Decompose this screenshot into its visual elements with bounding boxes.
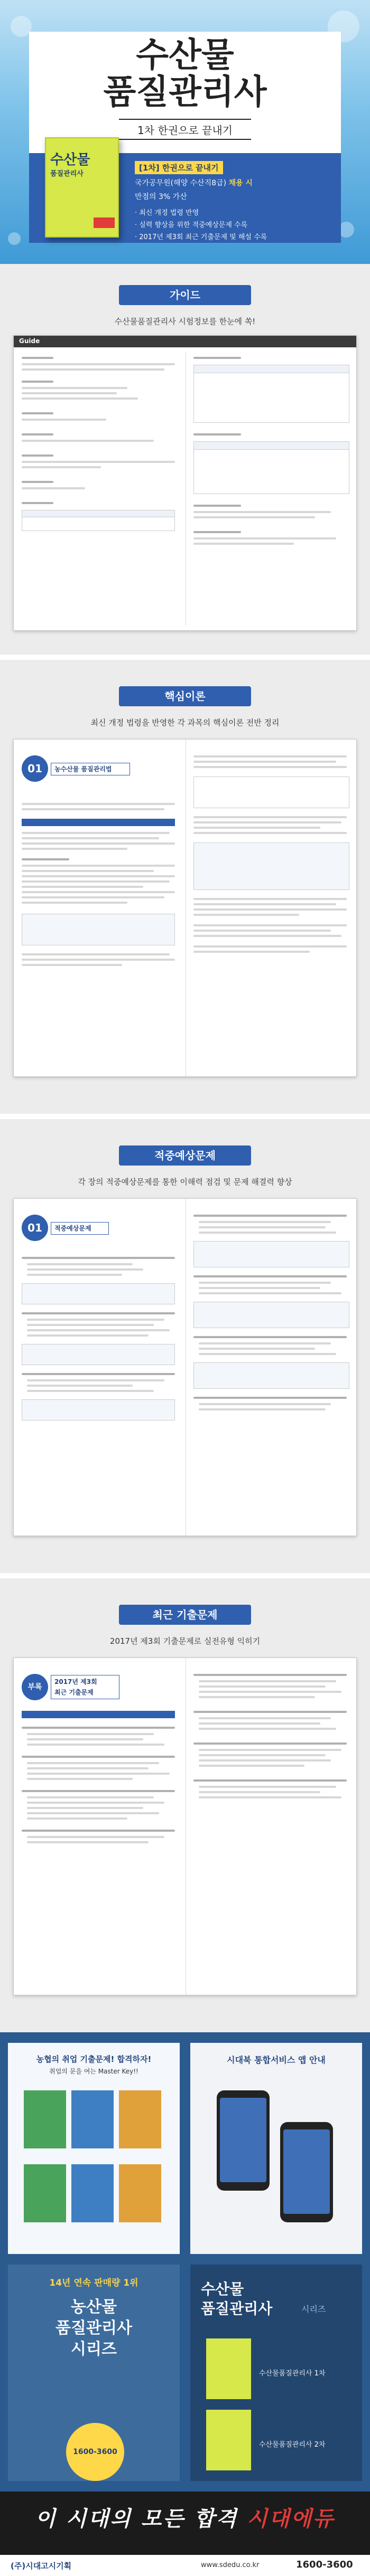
hero-subtitle: 1차 한권으로 끝내기 bbox=[119, 119, 251, 140]
guide-subtitle: 수산물품질관리사 시험정보를 한눈에 쏙! bbox=[114, 317, 256, 326]
text-line bbox=[193, 832, 347, 834]
hero-tag: [1차] 한권으로 끝내기 bbox=[135, 161, 223, 174]
ad-nonghyup[interactable] bbox=[8, 2043, 180, 2254]
hero-bullets bbox=[135, 207, 330, 241]
answer-box bbox=[193, 1362, 349, 1389]
text-line bbox=[22, 964, 122, 966]
book-cover bbox=[24, 2090, 66, 2148]
text-line bbox=[22, 902, 127, 904]
text-line bbox=[193, 930, 331, 932]
text-line bbox=[22, 502, 53, 504]
book-cover bbox=[206, 2410, 251, 2470]
text-line bbox=[193, 516, 315, 518]
ad-fishery-series[interactable] bbox=[190, 2265, 362, 2481]
book-cover bbox=[119, 2164, 161, 2222]
option-line bbox=[199, 1749, 341, 1751]
book-subtitle: 품질관리사 bbox=[50, 170, 84, 178]
question-line bbox=[193, 1215, 347, 1217]
option-line bbox=[27, 1263, 133, 1265]
core-subtitle: 최신 개정 법령을 반영한 각 과목의 핵심이론 전반 정리 bbox=[90, 718, 280, 727]
text-line bbox=[22, 466, 101, 468]
question-line bbox=[22, 1756, 175, 1758]
book-cover bbox=[45, 137, 119, 238]
text-line bbox=[193, 945, 347, 948]
book-cover bbox=[24, 2164, 66, 2222]
book-cover bbox=[206, 2338, 251, 2399]
option-line bbox=[199, 1403, 331, 1405]
question-line bbox=[22, 1373, 175, 1375]
core-ribbon: 핵심이론 bbox=[119, 686, 251, 706]
option-line bbox=[199, 1342, 331, 1344]
chapter-number: 01 bbox=[22, 1215, 48, 1241]
hero-info-suffix: 채용 시 bbox=[228, 179, 253, 187]
question-line bbox=[193, 1275, 347, 1277]
option-line bbox=[199, 1717, 331, 1719]
text-line bbox=[22, 487, 85, 489]
text-line bbox=[193, 951, 310, 953]
option-line bbox=[199, 1348, 315, 1350]
guide-page-preview bbox=[13, 335, 357, 631]
slogan-main: 이 시대의 모든 합격 bbox=[35, 2506, 247, 2531]
option-line bbox=[27, 1379, 164, 1381]
ad1-title: 농협의 취업 기출문제! 합격하자! bbox=[36, 2054, 152, 2064]
text-line bbox=[193, 766, 347, 768]
question-line bbox=[193, 1397, 347, 1399]
note-box bbox=[193, 842, 349, 890]
footer-bar bbox=[0, 2555, 370, 2576]
option-line bbox=[199, 1759, 331, 1761]
book-cover bbox=[71, 2164, 114, 2222]
publisher-name: (주)시대고시기획 bbox=[11, 2561, 72, 2571]
option-line bbox=[199, 1728, 336, 1730]
answer-box bbox=[193, 1241, 349, 1267]
text-line bbox=[22, 875, 175, 877]
option-line bbox=[27, 1773, 170, 1775]
option-line bbox=[199, 1685, 326, 1688]
book-badge bbox=[94, 217, 115, 228]
option-line bbox=[199, 1791, 320, 1793]
text-line bbox=[22, 381, 53, 383]
hero-bullet: · 최신 개정 법령 반영 bbox=[135, 209, 199, 217]
hero-title-line2: 품질관리사 bbox=[103, 73, 267, 112]
chapter-title bbox=[51, 1675, 119, 1699]
ad4-line1: 수산물 bbox=[201, 2280, 244, 2298]
text-line bbox=[193, 755, 347, 757]
phone-number: 1600-3600 bbox=[296, 2559, 353, 2570]
table-header bbox=[22, 510, 175, 517]
ad1-subtitle: 취업의 문을 여는 Master Key!! bbox=[49, 2068, 138, 2075]
text-line bbox=[22, 880, 170, 883]
text-line bbox=[193, 935, 341, 937]
option-line bbox=[199, 1232, 336, 1234]
text-line bbox=[22, 842, 175, 845]
text-line bbox=[193, 816, 347, 818]
table-header bbox=[193, 441, 349, 450]
text-line bbox=[193, 827, 320, 829]
option-line bbox=[199, 1691, 341, 1693]
text-line bbox=[22, 454, 53, 457]
text-line bbox=[193, 908, 347, 911]
text-line bbox=[193, 924, 347, 926]
ad4-line2: 품질관리사 bbox=[201, 2300, 273, 2317]
option-line bbox=[199, 1287, 320, 1289]
guide-page-header-label: Guide bbox=[19, 337, 40, 345]
phone-screen bbox=[220, 2098, 266, 2182]
note-box bbox=[22, 914, 175, 945]
text-line bbox=[22, 357, 53, 359]
text-line bbox=[22, 419, 106, 421]
question-line bbox=[22, 1312, 175, 1314]
hero-info-prefix: 국가공무원(해양 수산직8급) bbox=[135, 179, 229, 187]
note-box bbox=[193, 776, 349, 808]
text-line bbox=[193, 761, 336, 763]
option-line bbox=[27, 1817, 127, 1820]
option-line bbox=[199, 1786, 336, 1788]
exam-page-preview bbox=[13, 1658, 357, 1995]
hero-bullet: · 2017년 제3회 최근 기출문제 및 해설 수록 bbox=[135, 233, 267, 241]
book-cover bbox=[119, 2090, 161, 2148]
option-line bbox=[27, 1767, 149, 1769]
option-line bbox=[199, 1221, 331, 1223]
question-line bbox=[22, 1790, 175, 1792]
text-line bbox=[22, 368, 164, 371]
text-line bbox=[193, 543, 294, 545]
option-line bbox=[199, 1754, 326, 1756]
core-section bbox=[0, 655, 370, 1114]
book-cover bbox=[71, 2090, 114, 2148]
phone-mockup bbox=[280, 2122, 333, 2222]
text-line bbox=[22, 886, 143, 888]
chapter-number: 부록 bbox=[22, 1674, 48, 1700]
question-line bbox=[22, 1830, 175, 1832]
option-line bbox=[27, 1274, 122, 1276]
option-line bbox=[27, 1738, 143, 1740]
chapter-title: 적중예상문제 bbox=[51, 1222, 109, 1235]
text-line bbox=[22, 832, 170, 834]
answer-box bbox=[22, 1399, 175, 1420]
phone-screen bbox=[283, 2129, 330, 2214]
option-line bbox=[27, 1733, 154, 1735]
text-line bbox=[22, 481, 53, 483]
text-line bbox=[193, 537, 336, 539]
text-line bbox=[193, 505, 241, 507]
text-line bbox=[22, 959, 175, 961]
core-page-preview bbox=[13, 739, 357, 1077]
ad3-phone-badge: 1600-3600 bbox=[66, 2423, 124, 2481]
option-line bbox=[27, 1841, 149, 1843]
phone-mockup bbox=[217, 2090, 270, 2191]
ad2-title: 시대북 통합서비스 앱 안내 bbox=[227, 2055, 326, 2065]
option-line bbox=[199, 1796, 341, 1798]
ad3-line3: 품질관리사 bbox=[56, 2319, 132, 2337]
option-line bbox=[27, 1836, 164, 1838]
ad3-line4: 시리즈 bbox=[71, 2340, 117, 2359]
text-line bbox=[193, 898, 347, 900]
hero-info-line1 bbox=[135, 177, 330, 188]
exam-subtitle: 2017년 제3회 기출문제로 실전유형 익히기 bbox=[109, 1636, 261, 1646]
option-line bbox=[199, 1765, 304, 1767]
text-line bbox=[22, 953, 170, 955]
option-line bbox=[199, 1696, 315, 1698]
question-line bbox=[193, 1779, 347, 1782]
guide-page-header bbox=[14, 336, 357, 347]
option-line bbox=[199, 1353, 336, 1355]
section-bar bbox=[22, 1711, 175, 1718]
text-line bbox=[193, 433, 241, 435]
option-line bbox=[199, 1680, 336, 1682]
option-line bbox=[27, 1807, 143, 1809]
chapter-title-line2: 최근 기출문제 bbox=[54, 1689, 94, 1696]
text-line bbox=[22, 412, 53, 414]
question-line bbox=[193, 1711, 347, 1713]
answer-box bbox=[193, 1302, 349, 1328]
ad-agri-series[interactable] bbox=[8, 2265, 180, 2481]
text-line bbox=[193, 903, 336, 905]
section-gap bbox=[0, 655, 370, 660]
hero-info-line2: 만점의 3% 가산 bbox=[135, 193, 187, 201]
slogan-brand: 시대에듀 bbox=[247, 2506, 335, 2531]
book-title: 수산물 bbox=[50, 152, 90, 168]
option-line bbox=[27, 1796, 154, 1798]
answer-box bbox=[22, 1283, 175, 1304]
text-line bbox=[22, 392, 117, 394]
hero-info bbox=[135, 161, 330, 241]
option-line bbox=[199, 1408, 326, 1410]
question-line bbox=[193, 1742, 347, 1745]
text-line bbox=[22, 387, 127, 389]
option-line bbox=[27, 1319, 164, 1321]
answer-box bbox=[22, 1344, 175, 1365]
ad3-line1: 14년 연속 판매량 1위 bbox=[49, 2278, 138, 2288]
chapter-number: 01 bbox=[22, 755, 48, 782]
text-line bbox=[22, 461, 175, 463]
option-line bbox=[199, 1292, 341, 1294]
hero-title bbox=[29, 37, 341, 111]
text-line bbox=[22, 891, 175, 893]
footer bbox=[0, 2492, 370, 2576]
table-block bbox=[193, 365, 349, 423]
text-line bbox=[193, 821, 341, 823]
text-line bbox=[22, 865, 175, 867]
option-line bbox=[27, 1390, 154, 1392]
text-line bbox=[22, 363, 175, 365]
section-gap bbox=[0, 1114, 370, 1119]
footer-slogan bbox=[0, 2502, 370, 2532]
text-line bbox=[22, 870, 154, 872]
chapter-title-line1: 2017년 제3회 bbox=[54, 1678, 97, 1685]
section-gap bbox=[0, 1573, 370, 1578]
text-line bbox=[22, 837, 159, 839]
text-line bbox=[22, 808, 164, 810]
guide-section bbox=[0, 264, 370, 655]
option-line bbox=[27, 1268, 143, 1271]
ad4-line3: 시리즈 bbox=[301, 2304, 326, 2314]
text-line bbox=[22, 433, 53, 435]
question-line bbox=[22, 1727, 175, 1729]
hero-card bbox=[29, 32, 341, 243]
option-line bbox=[27, 1802, 164, 1804]
ad3-line2: 농산물 bbox=[71, 2298, 117, 2316]
bubble bbox=[11, 16, 32, 37]
text-line bbox=[22, 397, 138, 400]
option-line bbox=[27, 1324, 154, 1326]
bubble bbox=[8, 232, 21, 245]
text-line bbox=[22, 858, 69, 860]
guide-ribbon: 가이드 bbox=[119, 285, 251, 305]
option-line bbox=[199, 1722, 320, 1725]
text-line bbox=[22, 440, 154, 442]
ads-section bbox=[0, 2032, 370, 2492]
option-line bbox=[199, 1226, 326, 1228]
question-line bbox=[22, 1257, 175, 1259]
option-line bbox=[27, 1744, 164, 1746]
option-line bbox=[27, 1334, 149, 1337]
text-line bbox=[193, 914, 299, 916]
exam-section bbox=[0, 1573, 370, 2032]
hero-bullet: · 실력 향상을 위한 적중예상문제 수록 bbox=[135, 221, 248, 229]
exam-ribbon: 최근 기출문제 bbox=[119, 1605, 251, 1625]
chapter-title: 농수산물 품질관리법 bbox=[51, 763, 130, 775]
option-line bbox=[199, 1282, 331, 1284]
option-line bbox=[27, 1778, 133, 1780]
site-link[interactable]: www.sdedu.co.kr bbox=[201, 2561, 260, 2569]
practice-ribbon: 적중예상문제 bbox=[119, 1145, 251, 1166]
ad4-item1: 수산물품질관리사 1차 bbox=[259, 2370, 326, 2378]
practice-subtitle: 각 장의 적중예상문제를 통한 이해력 점검 및 문제 해결력 향상 bbox=[78, 1177, 292, 1187]
question-line bbox=[193, 1336, 347, 1338]
text-line bbox=[193, 357, 241, 359]
text-line bbox=[22, 803, 175, 805]
table-header bbox=[193, 365, 349, 373]
practice-section bbox=[0, 1114, 370, 1573]
section-bar bbox=[22, 819, 175, 826]
hero-section bbox=[0, 0, 370, 264]
text-line bbox=[193, 511, 331, 513]
ad4-item2: 수산물품질관리사 2차 bbox=[259, 2441, 326, 2449]
practice-page-preview bbox=[13, 1198, 357, 1536]
text-line bbox=[22, 848, 127, 850]
question-line bbox=[193, 1674, 347, 1676]
text-line bbox=[22, 896, 164, 898]
hero-title-line1: 수산물 bbox=[136, 36, 234, 75]
option-line bbox=[27, 1812, 159, 1814]
option-line bbox=[27, 1329, 170, 1331]
option-line bbox=[27, 1762, 159, 1764]
option-line bbox=[27, 1385, 133, 1387]
ad-app-service[interactable] bbox=[190, 2043, 362, 2254]
text-line bbox=[193, 531, 241, 533]
